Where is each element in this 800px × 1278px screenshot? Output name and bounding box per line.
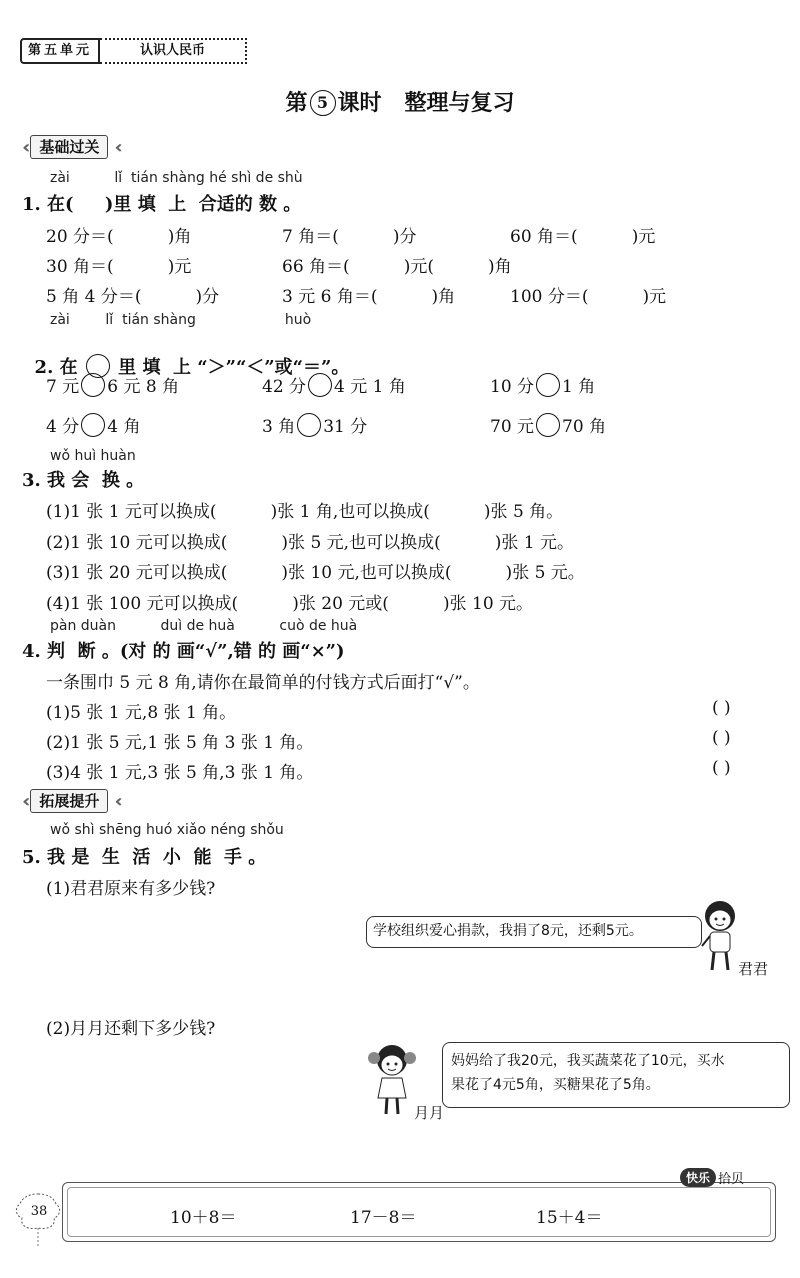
- q2-item-4: 4 分 4 角: [46, 412, 140, 437]
- answer-circle[interactable]: [81, 373, 105, 397]
- section-extend-tag: ‹‹ 拓展提升 ‹‹: [22, 790, 117, 812]
- q5-sub1: (1)君君原来有多少钱?: [46, 879, 216, 899]
- q3-title: 3. 我 会 换 。: [22, 470, 145, 491]
- answer-circle[interactable]: [308, 373, 332, 397]
- q1-r2c1: 30 角＝( )元: [46, 257, 192, 277]
- q1-r1c1: 20 分＝( )角: [46, 227, 192, 247]
- q2-item-3: 10 分 1 角: [490, 372, 595, 397]
- unit-tag: [20, 38, 247, 64]
- q2-item-5: 3 角 31 分: [262, 412, 367, 437]
- q1-r3c3: 100 分＝( )元: [510, 287, 667, 307]
- q1-r1c2: 7 角＝( )分: [282, 227, 417, 247]
- q2-item-1: 7 元 6 元 8 角: [46, 372, 179, 397]
- q1-pinyin: zài lǐ tián shàng hé shì de shù: [50, 170, 303, 186]
- q4-intro: 一条围巾 5 元 8 角,请你在最简单的付钱方式后面打“√”。: [46, 673, 480, 693]
- lesson-title: 第 5 课时 整理与复习: [285, 90, 515, 116]
- chevron-left-icon: ‹‹: [22, 790, 25, 812]
- q4-item-2: (2)1 张 5 元,1 张 5 角 3 张 1 角。: [46, 733, 314, 753]
- speech-bubble-yueyue: 妈妈给了我20元，我买蔬菜花了10元，买水 果花了4元5角，买糖果花了5角。: [442, 1042, 790, 1108]
- q1-r3c2: 3 元 6 角＝( )角: [282, 287, 456, 307]
- answer-circle[interactable]: [81, 413, 105, 437]
- q3-pinyin: wǒ huì huàn: [50, 448, 136, 464]
- chevron-left-icon: ‹‹: [114, 136, 117, 158]
- q2-title: 2. 在 里 填 上 “＞”“＜”或“＝”。: [22, 332, 349, 379]
- q5-pinyin: wǒ shì shēng huó xiǎo néng shǒu: [50, 822, 284, 838]
- calc-2: 17－8＝: [350, 1208, 417, 1228]
- yueyue-label: 月月: [414, 1104, 445, 1122]
- q1-title: 1. 在( )里 填 上 合适的 数 。: [22, 194, 302, 215]
- unit-title: 认识人民币: [100, 38, 247, 64]
- q4-answer-1[interactable]: ( ): [712, 698, 731, 718]
- q1-r2c2: 66 角＝( )元( )角: [282, 257, 512, 277]
- page-number-badge: [14, 1190, 62, 1250]
- chevron-left-icon: ‹‹: [114, 790, 117, 812]
- junjun-label: 君君: [738, 960, 769, 978]
- kuaile-logo: 快乐 拾贝: [680, 1168, 744, 1187]
- q4-answer-2[interactable]: ( ): [712, 728, 731, 748]
- girl-illustration-icon: [362, 1040, 422, 1120]
- calc-1: 10＋8＝: [170, 1208, 237, 1228]
- q4-item-3: (3)4 张 1 元,3 张 5 角,3 张 1 角。: [46, 763, 314, 783]
- page-number: 38: [30, 1204, 48, 1219]
- lesson-topic: 整理与复习: [404, 90, 515, 116]
- lesson-number: 5: [310, 90, 336, 116]
- q4-item-1: (1)5 张 1 元,8 张 1 角。: [46, 703, 237, 723]
- q3-line-3: (3)1 张 20 元可以换成( )张 10 元,也可以换成( )张 5 元。: [46, 563, 585, 583]
- q5-title: 5. 我 是 生 活 小 能 手 。: [22, 847, 267, 868]
- q4-pinyin: pàn duàn duì de huà cuò de huà: [50, 618, 358, 634]
- q4-answer-3[interactable]: ( ): [712, 758, 731, 778]
- q2-pinyin: zài lǐ tián shàng huò: [50, 312, 312, 328]
- calc-3: 15＋4＝: [536, 1208, 603, 1228]
- chevron-left-icon: ‹‹: [22, 136, 25, 158]
- speech-bubble-junjun: 学校组织爱心捐款，我捐了8元，还剩5元。: [366, 916, 702, 948]
- unit-label: 第五单元: [20, 38, 100, 64]
- q1-r1c3: 60 角＝( )元: [510, 227, 656, 247]
- answer-circle[interactable]: [536, 413, 560, 437]
- answer-circle[interactable]: [297, 413, 321, 437]
- section-basic-tag: ‹‹ 基础过关 ‹‹: [22, 136, 117, 158]
- q3-line-4: (4)1 张 100 元可以换成( )张 20 元或( )张 10 元。: [46, 594, 534, 614]
- q2-item-6: 70 元 70 角: [490, 412, 606, 437]
- q4-title: 4. 判 断 。(对 的 画“√”,错 的 画“×”): [22, 641, 345, 662]
- q3-line-2: (2)1 张 10 元可以换成( )张 5 元,也可以换成( )张 1 元。: [46, 533, 574, 553]
- q3-line-1: (1)1 张 1 元可以换成( )张 1 角,也可以换成( )张 5 角。: [46, 502, 564, 522]
- answer-circle[interactable]: [536, 373, 560, 397]
- q2-item-2: 42 分 4 元 1 角: [262, 372, 406, 397]
- q1-r3c1: 5 角 4 分＝( )分: [46, 287, 220, 307]
- q5-sub2: (2)月月还剩下多少钱?: [46, 1019, 216, 1039]
